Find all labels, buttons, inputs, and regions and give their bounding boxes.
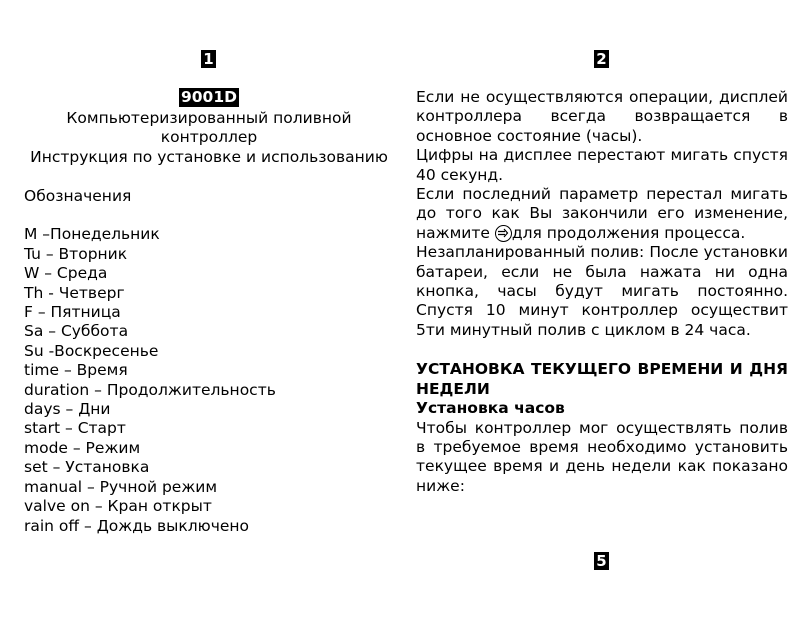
legend-item: set – Установка bbox=[24, 458, 150, 477]
page-number-1: 1 bbox=[201, 50, 216, 68]
legend-item: days – Дни bbox=[24, 400, 111, 419]
paragraph-blink-timeout: Цифры на дисплее перестают мигать спустя 40 секунд. bbox=[416, 146, 788, 184]
right-page-column bbox=[416, 88, 788, 496]
legend-item: mode – Режим bbox=[24, 438, 141, 457]
legend-list bbox=[24, 225, 394, 536]
subheading-clock-setup: Установка часов bbox=[416, 399, 565, 418]
paragraph-clock-setup: Чтобы контроллер мог осуществлять полив в требуемое время необходимо установить текущее время и день недели как показано ниже: bbox=[416, 418, 788, 495]
legend-item: W – Среда bbox=[24, 264, 108, 283]
paragraph-continue-text: Если последний параметр перестал мигать до того как Вы закончили его изменение, нажмите bbox=[416, 185, 788, 242]
page-number-2: 2 bbox=[594, 50, 609, 68]
legend-item: start – Старт bbox=[24, 419, 126, 438]
model-badge: 9001D bbox=[180, 88, 237, 106]
paragraph-continue-process bbox=[416, 185, 788, 243]
page-number-5: 5 bbox=[594, 552, 609, 570]
legend-item: rain off – Дождь выключено bbox=[24, 516, 250, 535]
legend-item: F – Пятница bbox=[24, 303, 121, 322]
legend-item: valve on – Кран открыт bbox=[24, 497, 212, 516]
legend-item: time – Время bbox=[24, 361, 128, 380]
legend-item: duration – Продолжительность bbox=[24, 380, 276, 399]
legend-heading: Обозначения bbox=[24, 186, 132, 205]
legend-item: M –Понедельник bbox=[24, 225, 160, 244]
legend-item: Sa – Суббота bbox=[24, 322, 129, 341]
subtitle: Инструкция по установке и использованию bbox=[30, 147, 388, 166]
legend-item: Th - Четверг bbox=[24, 283, 125, 302]
legend-item: manual – Ручной режим bbox=[24, 477, 218, 496]
left-page-column bbox=[24, 88, 394, 536]
paragraph-continue-text-end: для продолжения процесса. bbox=[511, 223, 746, 242]
legend-item: Su -Воскресенье bbox=[24, 341, 159, 360]
enter-button-icon bbox=[495, 225, 512, 242]
section-heading: УСТАНОВКА ТЕКУЩЕГО ВРЕМЕНИ И ДНЯ НЕДЕЛИ bbox=[416, 360, 788, 398]
paragraph-unscheduled-watering: Незапланированный полив: После установки батареи, если не была нажата ни одна кнопка, часы будут мигать постоянно. Спустя 10 минут контроллер осуществит 5ти минутный полив с циклом в 24 часа. bbox=[416, 243, 788, 339]
title-line-1: Компьютеризированный поливной bbox=[66, 109, 352, 127]
paragraph-idle-return: Если не осуществляются операции, дисплей контроллера всегда возвращается в основное состояние (часы). bbox=[416, 88, 788, 145]
title-line-2: контроллер bbox=[160, 128, 258, 147]
legend-item: Tu – Вторник bbox=[24, 244, 128, 263]
